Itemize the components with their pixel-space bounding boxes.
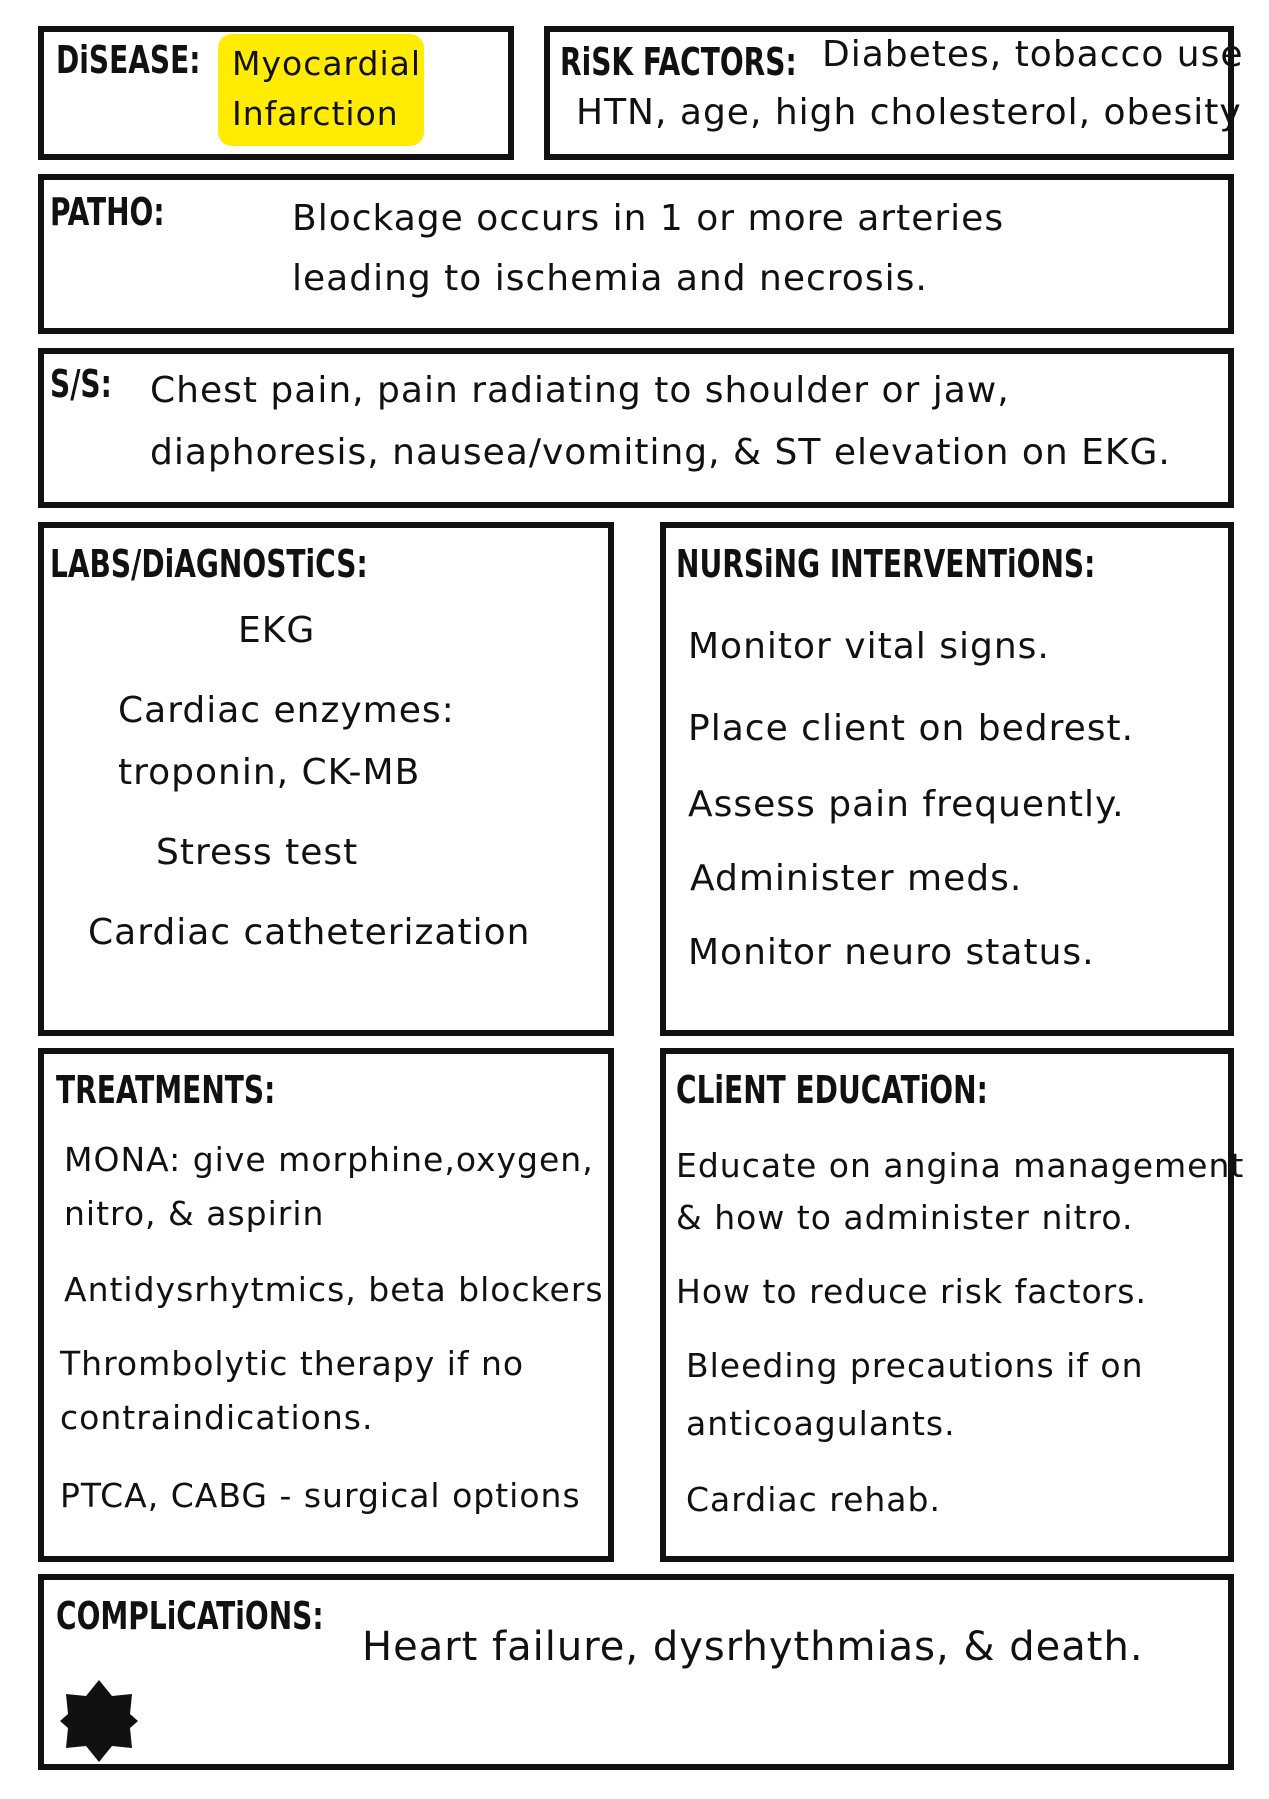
ss-line-2: diaphoresis, nausea/vomiting, & ST elevation on EKG. [150,432,1171,473]
treatments-item: MONA: give morphine,oxygen, [64,1140,594,1179]
star-icon [60,1680,138,1762]
labs-item: EKG [238,610,316,651]
education-item: Cardiac rehab. [686,1480,941,1519]
education-item: Educate on angina management [676,1146,1245,1185]
education-item: anticoagulants. [686,1404,956,1443]
treatments-item: Thrombolytic therapy if no [60,1344,525,1383]
complications-header: COMPLiCATiONS: [56,1594,324,1638]
nursing-item: Place client on bedrest. [688,708,1135,749]
nursing-item: Assess pain frequently. [688,784,1125,825]
nursing-header: NURSiNG INTERVENTiONS: [676,542,1096,586]
risk-factors-line-1: Diabetes, tobacco use [822,34,1244,75]
disease-header: DiSEASE: [56,38,201,82]
nursing-item: Monitor vital signs. [688,626,1050,667]
risk-factors-header: RiSK FACTORS: [560,40,797,84]
labs-header: LABS/DiAGNOSTiCS: [50,542,368,586]
nursing-item: Administer meds. [690,858,1023,899]
labs-item: troponin, CK-MB [118,752,421,793]
treatments-item: Antidysrhytmics, beta blockers [64,1270,604,1309]
patho-header: PATHO: [50,190,165,234]
nursing-item: Monitor neuro status. [688,932,1095,973]
treatments-item: contraindications. [60,1398,374,1437]
labs-item: Cardiac enzymes: [118,690,455,731]
treatments-item: PTCA, CABG - surgical options [60,1476,581,1515]
education-item: How to reduce risk factors. [676,1272,1147,1311]
education-header: CLiENT EDUCATiON: [676,1068,988,1112]
patho-line-2: leading to ischemia and necrosis. [292,258,928,299]
patho-line-1: Blockage occurs in 1 or more arteries [292,198,1005,239]
ss-line-1: Chest pain, pain radiating to shoulder or jaw, [150,370,1010,411]
labs-item: Stress test [156,832,359,873]
ss-header: S/S: [50,362,112,406]
disease-line-1: Myocardial [232,44,422,83]
treatments-header: TREATMENTS: [56,1068,276,1112]
labs-item: Cardiac catheterization [88,912,531,953]
education-item: Bleeding precautions if on [686,1346,1144,1385]
education-item: & how to administer nitro. [676,1198,1134,1237]
risk-factors-line-2: HTN, age, high cholesterol, obesity [576,92,1242,133]
complications-text: Heart failure, dysrhythmias, & death. [362,1624,1144,1670]
disease-line-2: Infarction [232,94,399,133]
treatments-item: nitro, & aspirin [64,1194,325,1233]
